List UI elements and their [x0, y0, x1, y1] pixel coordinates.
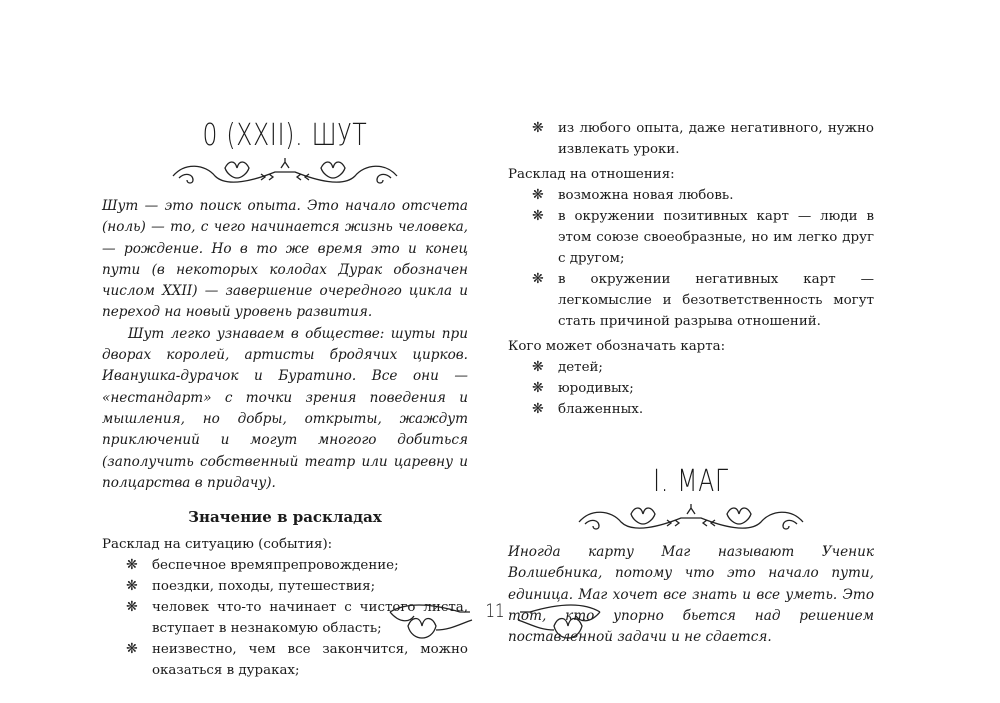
flower-bullet-icon: ❋	[126, 557, 138, 574]
list-item: ❋ неизвестно, чем все закончится, можно оказаться в дураках;	[126, 641, 468, 679]
flower-bullet-icon: ❋	[532, 208, 544, 224]
flower-bullet-icon: ❋	[126, 599, 138, 616]
flower-bullet-icon: ❋	[532, 271, 544, 287]
list-item: ❋ в окружении позитивных карт — люди в этом союзе своеобразные, но им легко друг с другом;	[532, 208, 874, 266]
list-item: ❋ возможна новая любовь.	[508, 185, 874, 206]
relations-list	[508, 185, 874, 332]
situation-list-continued	[508, 118, 874, 160]
flower-bullet-icon: ❋	[532, 380, 544, 396]
list-item: ❋ человек что-то начинает с чистого листа, вступает в незнакомую область;	[126, 599, 468, 637]
magician-intro-paragraph: Иногда карту Маг называют Ученик Волшебника, потому что это начало пути, единица. Маг хочет все знать и все уметь. Это тот, кто упорно бьется над решением поставленной задачи и не сдается.	[508, 544, 874, 646]
list-item: ❋ из любого опыта, даже негативного, нужно извлекать уроки.	[532, 120, 874, 157]
ornament-divider-icon	[165, 154, 405, 190]
flower-bullet-icon: ❋	[532, 187, 544, 203]
situation-label: Расклад на ситуацию (события):	[102, 537, 333, 553]
fool-society-paragraph: Шут легко узнаваем в обществе: шуты при дворах королей, артисты бродячих цирков. Иванушка-дурачок и Буратино. Все они — «нестандарт» с точки зрения поведения и мышления, но добры, открыты, жаждут приключений и могут многого добиться (заполучить собственный театр или царевну и полцарства в придачу).	[102, 325, 468, 491]
list-item: ❋ беспечное времяпрепровождение;	[102, 555, 468, 576]
page-number: 11	[485, 600, 505, 622]
list-item: ❋ юродивых;	[508, 378, 874, 399]
ornament-divider-icon	[571, 500, 811, 536]
flower-bullet-icon: ❋	[126, 578, 138, 595]
list-item: ❋ детей;	[508, 357, 874, 378]
fool-intro-paragraph: Шут — это поиск опыта. Это начало отсчета (ноль) — то, с чего начинается жизнь человека,— рождение. Но в то же время это и конец пути (в некоторых колодах Дурак обозначен числом XXII) — завершение очередного цикла и переход на новый уровень развития.	[102, 198, 468, 321]
magician-card-title: I. МАГ	[653, 464, 729, 499]
list-item: ❋ блаженных.	[508, 399, 874, 420]
flower-bullet-icon: ❋	[532, 359, 544, 375]
flower-bullet-icon: ❋	[532, 120, 544, 136]
flower-bullet-icon: ❋	[126, 641, 138, 658]
meaning-subheading: Значение в раскладах	[188, 508, 382, 527]
fool-card-title: 0 (XXII). ШУТ	[202, 118, 368, 153]
who-list	[508, 357, 874, 420]
right-column	[508, 118, 874, 648]
relations-label: Расклад на отношения:	[508, 167, 675, 182]
list-item: ❋ поездки, походы, путешествия;	[102, 576, 468, 597]
page-footer	[380, 596, 610, 646]
who-label: Кого может обозначать карта:	[508, 339, 726, 354]
flower-bullet-icon: ❋	[532, 401, 544, 417]
list-item: ❋ в окружении негативных карт — легкомыслие и безответственность могут стать причиной разрыва отношений.	[532, 271, 874, 329]
